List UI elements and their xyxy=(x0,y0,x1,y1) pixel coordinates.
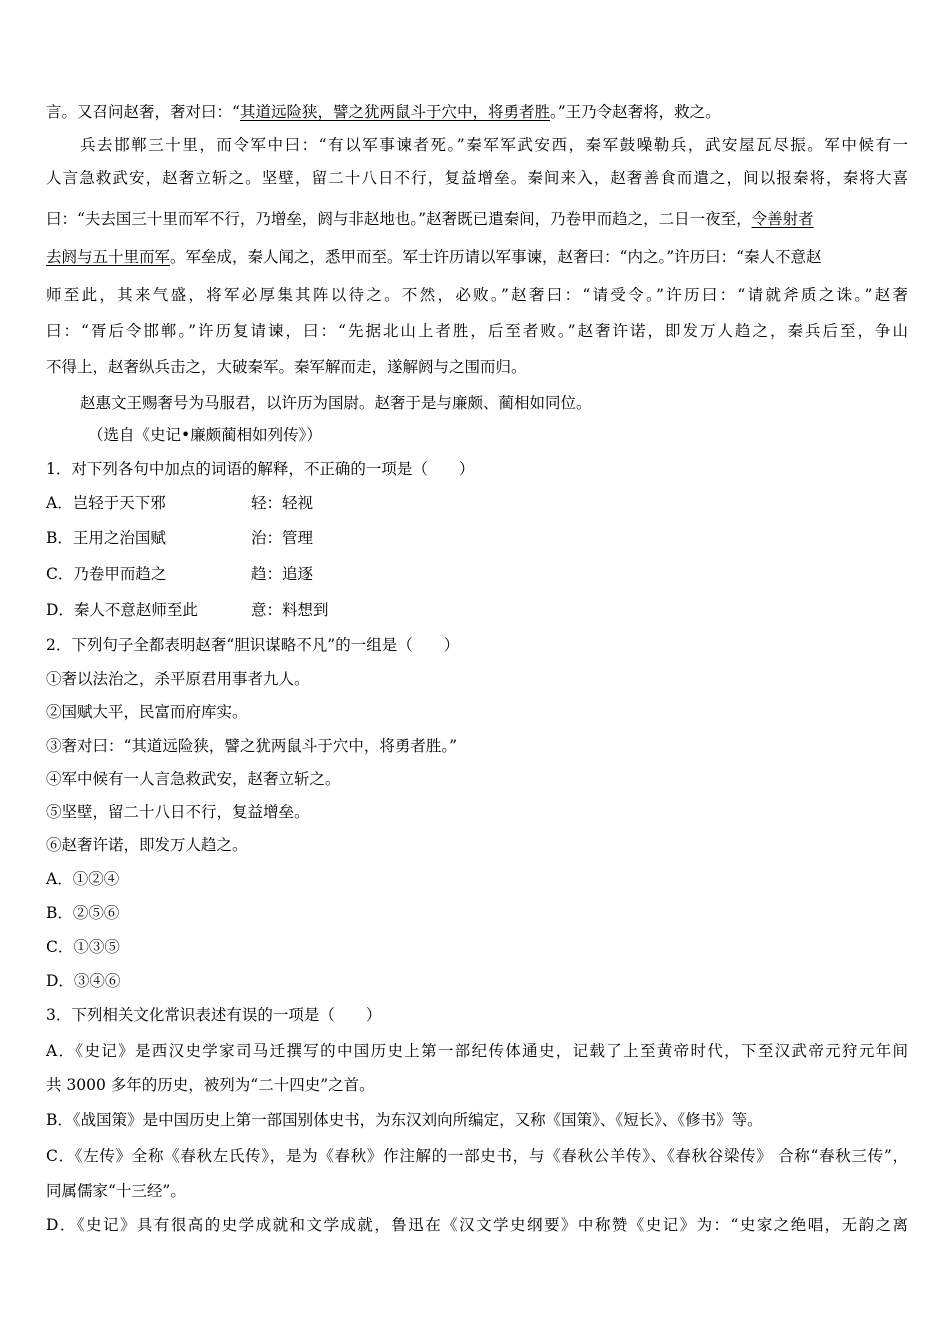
passage-line: 人言急救武安，赵奢立斩之。坚壁，留二十八日不行，复益增垒。秦间来入，赵奢善食而遣之，间以报秦将，秦将大喜 xyxy=(46,169,908,187)
q3-option-c: C．《左传》全称《春秋左氏传》，是为《春秋》作注解的一部史书，与《春秋公羊传》、《春秋谷梁传》 合称“春秋三传”， xyxy=(46,1147,908,1165)
question-2-stem: 2．下列句子全都表明赵奢“胆识谋略不凡”的一组是（ ） xyxy=(46,636,460,654)
q3-option-a-cont: 共 3000 多年的历史，被列为“二十四史”之首。 xyxy=(46,1076,375,1094)
passage-line: 曰：“胥后令邯郸。”许历复请谏，曰：“先据北山上者胜，后至者败。”赵奢许诺，即发万人趋之，秦兵后至，争山 xyxy=(46,322,908,340)
q2-item: ②国赋大平，民富而府库实。 xyxy=(46,703,248,721)
question-3-stem: 3．下列相关文化常识表述有误的一项是（ ） xyxy=(46,1006,382,1024)
passage-line: 兵去邯郸三十里，而令军中曰：“有以军事谏者死。”秦军军武安西，秦军鼓噪勒兵，武安屋瓦尽振。军中候有一 xyxy=(80,136,908,154)
passage-line: 言。又召问赵奢，奢对曰：“其道远险狭，譬之犹两鼠斗于穴中，将勇者胜。”王乃令赵奢将，救之。 xyxy=(46,103,721,121)
q2-item: ⑥赵奢许诺，即发万人趋之。 xyxy=(46,836,248,854)
passage-line: 去阏与五十里而军。军垒成，秦人闻之，悉甲而至。军士许历请以军事谏，赵奢曰：“内之。”许历曰：“秦人不意赵 xyxy=(46,248,822,266)
q3-option-c-cont: 同属儒家“十三经”。 xyxy=(46,1182,186,1200)
q2-option-d: D．③④⑥ xyxy=(46,972,121,990)
q3-option-b: B．《战国策》是中国历史上第一部国别体史书，为东汉刘向所编定，又称《国策》、《短长》、《修书》等。 xyxy=(46,1111,763,1129)
passage-line: 师至此，其来气盛，将军必厚集其阵以待之。不然，必败。”赵奢曰：“请受令。”许历曰：“请就斧质之诛。”赵奢 xyxy=(46,286,908,304)
q3-option-a: A．《史记》是西汉史学家司马迁撰写的中国历史上第一部纪传体通史，记载了上至黄帝时代，下至汉武帝元狩元年间 xyxy=(46,1042,908,1060)
passage-line: 赵惠文王赐奢号为马服君，以许历为国尉。赵奢于是与廉颇、蔺相如同位。 xyxy=(80,394,592,412)
q2-option-c: C．①③⑤ xyxy=(46,938,120,956)
document-page: 言。又召问赵奢，奢对曰：“其道远险狭，譬之犹两鼠斗于穴中，将勇者胜。”王乃令赵奢将，救之。 兵去邯郸三十里，而令军中曰：“有以军事谏者死。”秦军军武安西，秦军鼓噪勒兵，武安屋瓦尽振。军中候有一 人言急救武安，赵奢立斩之。坚壁，留二十八日不行，复益增垒。秦间来入，赵奢善食而遣之，间以报秦将，秦将大喜 曰：“夫去国三十里而军不行，乃增垒，阏与非赵地也。”赵奢既已遣秦间，乃卷甲而趋之，二日一夜至，令善射者 去阏与五十里而军。军垒成，秦人闻之，悉甲而至。军士许历请以军事谏，赵奢曰：“内之。”许历曰：“秦人不意赵 师至此，其来气盛，将军必厚集其阵以待之。不然，必败。”赵奢曰：“请受令。”许历曰：“请就斧质之诛。”赵奢 曰：“胥后令邯郸。”许历复请谏，曰：“先据北山上者胜，后至者败。”赵奢许诺，即发万人趋之，秦兵后至，争山 不得上，赵奢纵兵击之，大破秦军。秦军解而走，遂解阏与之围而归。 赵惠文王赐奢号为马服君，以许历为国尉。赵奢于是与廉颇、蔺相如同位。 （选自《史记•廉颇蔺相如列传》） 1．对下列各句中加点的词语的解释，不正确的一项是（ ） A．岂轻于天下邪 轻：轻视 B．王用之治国赋 治：管理 C．乃卷甲而趋之 趋：追逐 D．秦人不意赵师至此 意：料想到 2．下列句子全都表明赵奢“胆识谋略不凡”的一组是（ ） ①奢以法治之，杀平原君用事者九人。 ②国赋大平，民富而府库实。 ③奢对曰：“其道远险狭，譬之犹两鼠斗于穴中，将勇者胜。” ④军中候有一人言急救武安，赵奢立斩之。 ⑤坚壁，留二十八日不行，复益增垒。 ⑥赵奢许诺，即发万人趋之。 A．①②④ B．②⑤⑥ C．①③⑤ D．③④⑥ 3．下列相关文化常识表述有误的一项是（ ） A．《史记》是西汉史学家司马迁撰写的中国历史上第一部纪传体通史，记载了上至黄帝时代，下至汉武帝元狩元年间 共 3000 多年的历史，被列为“二十四史”之首。 B．《战国策》是中国历史上第一部国别体史书，为东汉刘向所编定，又称《国策》、《短长》、《修书》等。 C．《左传》全称《春秋左氏传》，是为《春秋》作注解的一部史书，与《春秋公羊传》、《春秋谷梁传》 合称“春秋三传”， 同属儒家“十三经”。 D．《史记》具有很高的史学成就和文学成就，鲁迅在《汉文学史纲要》中称赞《史记》为：“史家之绝唱，无韵之离 xyxy=(0,0,950,1344)
q3-option-d: D．《史记》具有很高的史学成就和文学成就，鲁迅在《汉文学史纲要》中称赞《史记》为：“史家之绝唱，无韵之离 xyxy=(46,1216,908,1234)
q2-option-a: A．①②④ xyxy=(46,870,120,888)
passage-line: 曰：“夫去国三十里而军不行，乃增垒，阏与非赵地也。”赵奢既已遣秦间，乃卷甲而趋之，二日一夜至，令善射者 xyxy=(46,210,814,228)
question-1-stem: 1．对下列各句中加点的词语的解释，不正确的一项是（ ） xyxy=(46,460,475,478)
underlined-sentence: 令善射者 xyxy=(751,210,814,228)
source-citation: （选自《史记•廉颇蔺相如列传》） xyxy=(88,426,322,444)
q2-item: ③奢对曰：“其道远险狭，譬之犹两鼠斗于穴中，将勇者胜。” xyxy=(46,737,458,755)
passage-line: 不得上，赵奢纵兵击之，大破秦军。秦军解而走，遂解阏与之围而归。 xyxy=(46,358,527,376)
q2-option-b: B．②⑤⑥ xyxy=(46,904,120,922)
q2-item: ①奢以法治之，杀平原君用事者九人。 xyxy=(46,670,310,688)
q2-item: ④军中候有一人言急救武安，赵奢立斩之。 xyxy=(46,770,341,788)
q2-item: ⑤坚壁，留二十八日不行，复益增垒。 xyxy=(46,803,310,821)
underlined-sentence: 去阏与五十里而军 xyxy=(46,248,171,266)
underlined-sentence: 其道远险狭，譬之犹两鼠斗于穴中，将勇者胜 xyxy=(239,103,550,121)
